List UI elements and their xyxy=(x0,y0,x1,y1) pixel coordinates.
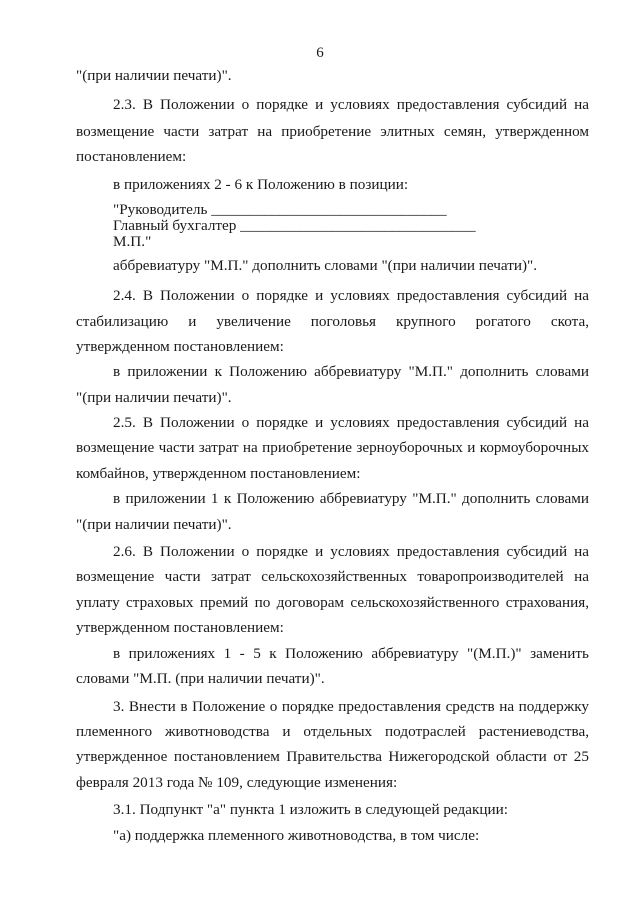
text-line: февраля 2013 года № 109, следующие изменения: xyxy=(76,774,398,791)
text-line: словами "М.П. (при наличии печати)". xyxy=(76,670,325,687)
text-line: комбайнов, утвержденном постановлением: xyxy=(76,465,361,482)
text-line: утвержденном постановлением: xyxy=(76,338,284,355)
text-line: уплату страховых премий по договорам сельскохозяйственного страхования, xyxy=(76,594,589,611)
text-line: в приложениях 2 - 6 к Положению в позиции: xyxy=(113,176,409,193)
text-line: 3.1. Подпункт "а" пункта 1 изложить в следующей редакции: xyxy=(113,801,508,818)
signature-line-director: "Руководитель _______________________________ xyxy=(113,201,447,218)
stamp-line: М.П." xyxy=(113,233,152,250)
text-line: в приложении 1 к Положению аббревиатуру "М.П." дополнить словами xyxy=(113,490,589,507)
text-line: 3. Внести в Положение о порядке предоставления средств на поддержку xyxy=(113,698,589,715)
text-line: в приложении к Положению аббревиатуру "М.П." дополнить словами xyxy=(113,363,589,380)
text-line: племенного животноводства и отдельных подотраслей растениеводства, xyxy=(76,723,589,740)
text-line: "(при наличии печати)". xyxy=(76,67,232,84)
text-line: 2.5. В Положении о порядке и условиях предоставления субсидий на xyxy=(113,414,589,431)
text-line: стабилизацию и увеличение поголовья крупного рогатого скота, xyxy=(76,313,589,330)
text-line: аббревиатуру "М.П." дополнить словами "(при наличии печати)". xyxy=(113,257,538,274)
text-line: 2.6. В Положении о порядке и условиях предоставления субсидий на xyxy=(113,543,589,560)
text-line: 2.3. В Положении о порядке и условиях предоставления субсидий на xyxy=(113,96,589,113)
text-line: 2.4. В Положении о порядке и условиях предоставления субсидий на xyxy=(113,287,589,304)
page-number: 6 xyxy=(316,45,324,61)
signature-line-accountant: Главный бухгалтер _______________________________ xyxy=(113,217,476,234)
text-line: в приложениях 1 - 5 к Положению аббревиатуру "(М.П.)" заменить xyxy=(113,645,589,662)
text-line: утвержденное постановлением Правительства Нижегородской области от 25 xyxy=(76,748,589,765)
text-line: утвержденном постановлением: xyxy=(76,619,284,636)
text-line: "а) поддержка племенного животноводства, в том числе: xyxy=(113,827,480,844)
text-line: постановлением: xyxy=(76,148,187,165)
text-line: "(при наличии печати)". xyxy=(76,516,232,533)
text-line: возмещение части затрат на приобретение элитных семян, утвержденном xyxy=(76,123,589,140)
text-line: "(при наличии печати)". xyxy=(76,389,232,406)
text-line: возмещение части затрат на приобретение зерноуборочных и кормоуборочных xyxy=(76,439,589,456)
text-line: возмещение части затрат сельскохозяйственных товаропроизводителей на xyxy=(76,568,589,585)
